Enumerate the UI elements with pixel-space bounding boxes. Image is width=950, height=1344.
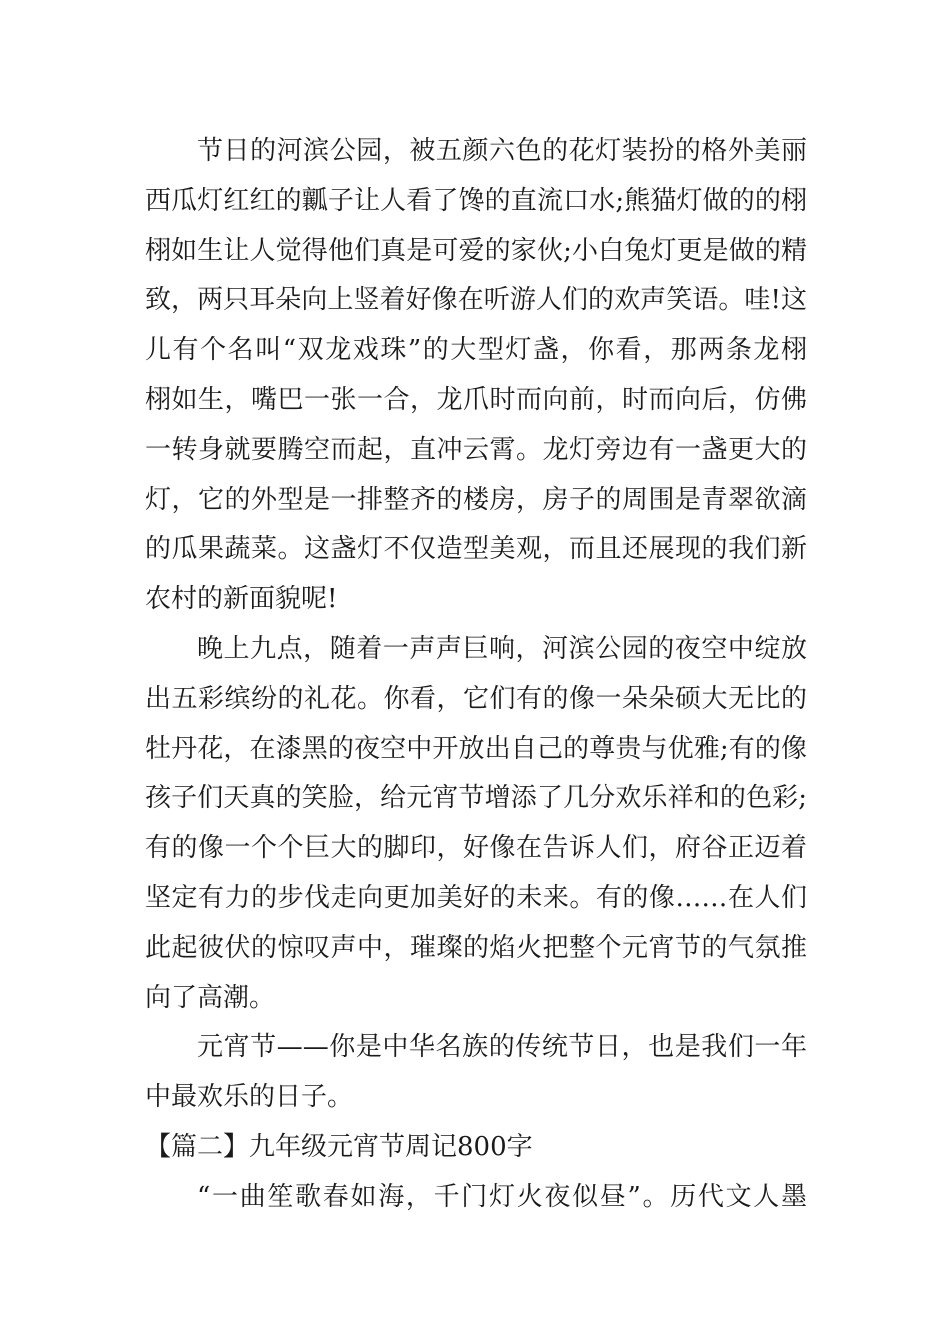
text-line: 儿有个名叫“双龙戏珠”的大型灯盏，你看，那两条龙栩 <box>145 335 807 366</box>
text-line: 有的像一个个巨大的脚印，好像在告诉人们，府谷正迈着 <box>145 833 807 864</box>
text-line: 此起彼伏的惊叹声中，璀璨的焰火把整个元宵节的气氛推 <box>145 932 807 963</box>
text-line: 栩如生让人觉得他们真是可爱的家伙;小白兔灯更是做的精 <box>145 235 807 266</box>
text-line: 灯，它的外型是一排整齐的楼房，房子的周围是青翠欲滴 <box>145 484 807 515</box>
text-line: 出五彩缤纷的礼花。你看，它们有的像一朵朵硕大无比的 <box>145 683 807 714</box>
text-line: 向了高潮。 <box>145 982 276 1013</box>
text-line: 元宵节——你是中华名族的传统节日，也是我们一年 <box>197 1032 807 1063</box>
text-line: 栩如生，嘴巴一张一合，龙爪时而向前，时而向后，仿佛 <box>145 384 807 415</box>
text-line: 牡丹花，在漆黑的夜空中开放出自己的尊贵与优雅;有的像 <box>145 733 807 764</box>
text-line: 坚定有力的步伐走向更加美好的未来。有的像……在人们 <box>145 882 807 913</box>
text-line: 晚上九点，随着一声声巨响，河滨公园的夜空中绽放 <box>197 633 807 664</box>
text-line: 农村的新面貌呢! <box>145 584 338 615</box>
text-line: 中最欢乐的日子。 <box>145 1082 354 1113</box>
text-line: 孩子们天真的笑脸，给元宵节增添了几分欢乐祥和的色彩; <box>145 783 807 814</box>
section-heading: 【篇二】九年级元宵节周记800字 <box>145 1131 533 1162</box>
body-text <box>145 127 807 1223</box>
text-line: 致，两只耳朵向上竖着好像在听游人们的欢声笑语。哇!这 <box>145 285 807 316</box>
text-line: 节日的河滨公园，被五颜六色的花灯装扮的格外美丽 <box>197 136 807 166</box>
text-line: 的瓜果蔬菜。这盏灯不仅造型美观，而且还展现的我们新 <box>145 534 807 565</box>
text-line: 一转身就要腾空而起，直冲云霄。龙灯旁边有一盏更大的 <box>145 434 807 465</box>
text-line: 西瓜灯红红的瓤子让人看了馋的直流口水;熊猫灯做的的栩 <box>145 185 807 216</box>
text-line: “一曲笙歌春如海，千门灯火夜似昼”。历代文人墨 <box>197 1181 807 1212</box>
